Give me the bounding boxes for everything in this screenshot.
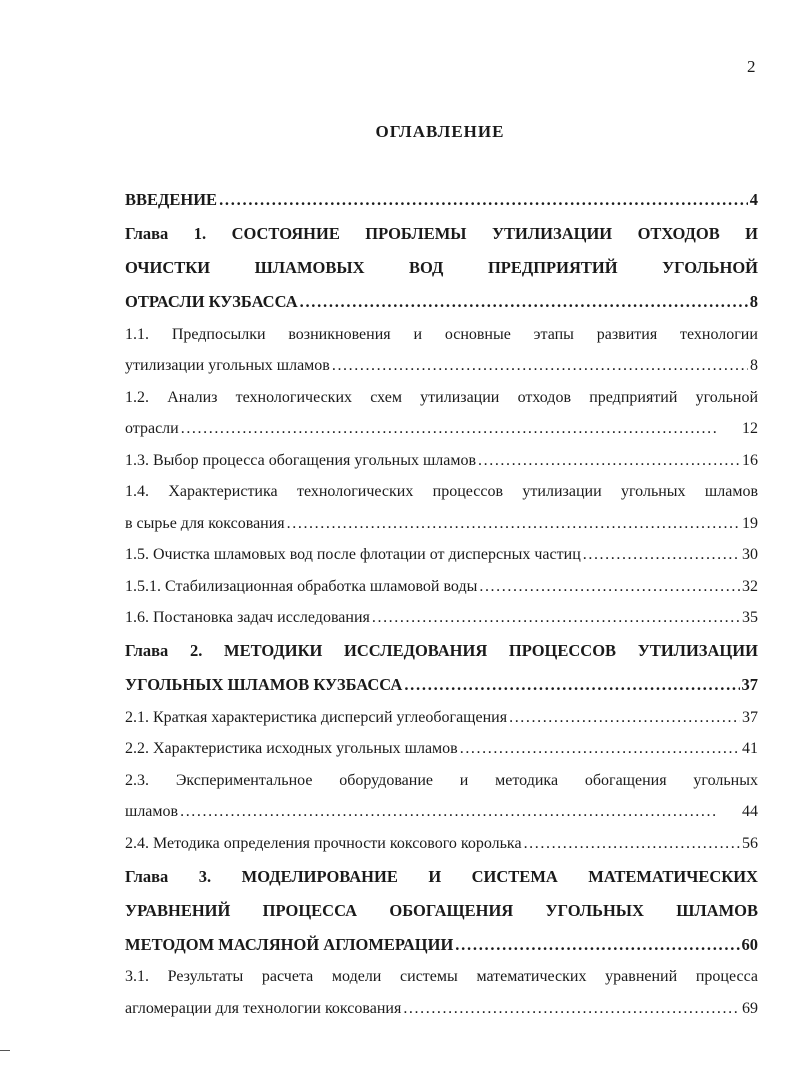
dot-leader (332, 357, 748, 375)
toc-entry-title: 1.3. Выбор процесса обогащения угольных шламов (125, 451, 477, 469)
toc-entry-title: 1.5.1. Стабилизационная обработка шламовой воды (125, 577, 478, 595)
toc-word: 1.1. (125, 325, 149, 343)
toc-word: угольных (693, 771, 758, 789)
toc-word: ОТХОДОВ (637, 224, 720, 243)
toc-word: ВОД (409, 258, 444, 277)
toc-word: процессов (432, 483, 504, 500)
toc-word: Глава (125, 641, 169, 660)
toc-page-number: 37 (741, 675, 758, 694)
toc-entry-title: в сырье для коксования (125, 514, 285, 532)
dot-leader (219, 190, 748, 210)
toc-word: ПРОБЛЕМЫ (365, 224, 467, 243)
toc-word: этапы (533, 325, 574, 343)
toc-word: 2.3. (125, 771, 149, 789)
toc-word: и (413, 325, 422, 343)
toc-word: УГОЛЬНЫХ (545, 900, 644, 920)
toc-word: Результаты (167, 968, 244, 985)
toc-word: обогащения (584, 771, 667, 789)
toc-page-number: 4 (749, 190, 758, 209)
toc-word: технологических (235, 388, 352, 406)
toc-entry[interactable] (125, 921, 758, 955)
toc-entry-title: 1.6. Постановка задач исследования (125, 609, 370, 626)
toc-entry[interactable] (125, 790, 758, 822)
toc-entry[interactable] (125, 501, 758, 533)
toc-word: ПРОЦЕССА (262, 900, 358, 920)
dot-leader (287, 515, 740, 533)
toc-entry[interactable] (125, 438, 758, 470)
dot-leader (180, 803, 740, 821)
toc-entry[interactable] (125, 564, 758, 596)
toc-entry[interactable] (125, 278, 758, 312)
toc-word: МАТЕМАТИЧЕСКИХ (588, 866, 758, 886)
toc-entry-line (125, 470, 758, 502)
toc-word: технологических (296, 483, 414, 500)
toc-entry[interactable] (125, 727, 758, 759)
toc-entry-title: ОТРАСЛИ КУЗБАССА (125, 292, 298, 311)
toc-page-number: 8 (750, 357, 758, 374)
toc-entry-title: МЕТОДОМ МАСЛЯНОЙ АГЛОМЕРАЦИИ (125, 934, 454, 954)
toc-entry[interactable] (125, 821, 758, 853)
toc-page-number: 19 (742, 514, 758, 532)
toc-word: ШЛАМОВЫХ (254, 258, 365, 277)
toc-word: 1.4. (125, 483, 149, 500)
toc-word: системы (400, 968, 458, 985)
toc-entry-title: ВВЕДЕНИЕ (125, 190, 218, 209)
dot-leader (404, 675, 739, 695)
toc-word: ПРЕДПРИЯТИЙ (487, 258, 618, 277)
toc-word: 3.1. (125, 968, 149, 985)
toc-word: утилизации (522, 483, 602, 500)
toc-page-number: 44 (742, 803, 758, 820)
toc-word: УРАВНЕНИЙ (125, 900, 231, 920)
toc-word: отходов (517, 388, 571, 406)
toc-page-number: 60 (741, 934, 758, 954)
toc-word: технологии (680, 325, 758, 343)
toc-word: ПРОЦЕССОВ (508, 641, 617, 660)
toc-word: И (428, 866, 442, 886)
toc-entry[interactable] (125, 344, 758, 376)
toc-word: и (459, 771, 469, 789)
toc-entry[interactable] (125, 661, 758, 695)
dot-leader (455, 935, 739, 955)
toc-entry-line (125, 244, 758, 278)
dot-leader (460, 740, 740, 758)
toc-word: уравнений (605, 968, 678, 985)
toc-word: методика (495, 771, 559, 789)
dot-leader (509, 709, 740, 727)
toc-word: шламов (704, 483, 758, 500)
toc-word: Экспериментальное (175, 771, 313, 789)
toc-page-number: 35 (742, 609, 758, 626)
toc-word: ОЧИСТКИ (125, 258, 211, 277)
toc-word: оборудование (339, 771, 433, 789)
toc-word: И (745, 224, 758, 243)
toc-page-number: 16 (742, 451, 758, 469)
toc-word: УГОЛЬНОЙ (662, 258, 758, 277)
toc-page-number: 37 (742, 708, 758, 726)
toc-word: возникновения (288, 325, 391, 343)
toc-entry[interactable] (125, 986, 758, 1018)
toc-entry-line (125, 210, 758, 244)
toc-entry-title: утилизации угольных шламов (125, 357, 330, 374)
toc-word: Глава (125, 224, 169, 243)
toc-entry[interactable] (125, 176, 758, 210)
toc-entry-line (125, 887, 758, 921)
toc-entry-title: 2.1. Краткая характеристика дисперсий углеобогащения (125, 708, 508, 726)
toc-word: ИССЛЕДОВАНИЯ (344, 641, 488, 660)
page-title: ОГЛАВЛЕНИЕ (375, 122, 505, 141)
toc-word: 1. (193, 224, 207, 243)
dot-leader (478, 452, 740, 470)
toc-entry[interactable] (125, 596, 758, 628)
toc-word: 2. (189, 641, 203, 660)
toc-page-number: 69 (742, 999, 758, 1017)
toc-word: МОДЕЛИРОВАНИЕ (241, 866, 398, 886)
toc-entry-title: 1.5. Очистка шламовых вод после флотации от дисперсных частиц (125, 546, 581, 563)
toc-word: развития (596, 325, 658, 343)
table-of-contents (125, 176, 758, 1018)
dot-leader (479, 578, 740, 596)
toc-entry-title: 2.4. Методика определения прочности коксового королька (125, 834, 522, 852)
toc-entry-title: отрасли (125, 420, 179, 437)
toc-entry-line (125, 955, 758, 987)
dot-leader (181, 420, 740, 438)
toc-entry-title: шламов (125, 803, 179, 820)
toc-page-number: 8 (749, 292, 758, 311)
toc-word: основные (444, 325, 511, 343)
toc-entry-title: агломерации для технологии коксования (125, 999, 402, 1017)
toc-word: утилизации (420, 388, 500, 406)
toc-page-number: 41 (742, 740, 758, 757)
scan-edge-mark (0, 1050, 10, 1051)
toc-word: ШЛАМОВ (676, 900, 758, 920)
toc-entry[interactable] (125, 695, 758, 727)
toc-entry-title: УГОЛЬНЫХ ШЛАМОВ КУЗБАССА (125, 675, 403, 694)
toc-word: МЕТОДИКИ (224, 641, 323, 660)
toc-entry-line (125, 375, 758, 407)
toc-word: Характеристика (168, 483, 278, 500)
toc-word: УТИЛИЗАЦИИ (491, 224, 613, 243)
dot-leader (583, 546, 740, 564)
toc-entry-title: 2.2. Характеристика исходных угольных шламов (125, 740, 458, 757)
toc-word: Глава (125, 866, 169, 886)
toc-entry-line (125, 758, 758, 790)
toc-page-number: 12 (742, 420, 758, 437)
toc-entry[interactable] (125, 407, 758, 439)
dot-leader (372, 609, 740, 627)
toc-word: математических (476, 968, 587, 985)
dot-leader (524, 835, 740, 853)
toc-word: Анализ (167, 388, 218, 406)
toc-word: 3. (198, 866, 212, 886)
toc-page-number: 30 (742, 546, 758, 563)
toc-word: модели (331, 968, 382, 985)
toc-word: угольной (695, 388, 758, 406)
dot-leader (300, 292, 748, 312)
toc-word: угольных (621, 483, 686, 500)
toc-word: УТИЛИЗАЦИИ (637, 641, 758, 660)
toc-word: предприятий (589, 388, 678, 406)
toc-word: Предпосылки (171, 325, 266, 343)
toc-entry[interactable] (125, 533, 758, 565)
toc-entry-line (125, 853, 758, 887)
toc-word: процесса (695, 968, 758, 985)
toc-word: СОСТОЯНИЕ (231, 224, 340, 243)
toc-page-number: 56 (742, 834, 758, 852)
toc-word: СИСТЕМА (471, 866, 558, 886)
toc-word: 1.2. (125, 388, 149, 406)
toc-word: ОБОГАЩЕНИЯ (389, 900, 514, 920)
toc-word: расчета (261, 968, 314, 985)
toc-page-number: 32 (742, 577, 758, 595)
toc-entry-line (125, 312, 758, 344)
page-number: 2 (747, 57, 756, 76)
toc-entry-line (125, 627, 758, 661)
dot-leader (403, 1000, 740, 1018)
toc-word: схем (370, 388, 402, 406)
